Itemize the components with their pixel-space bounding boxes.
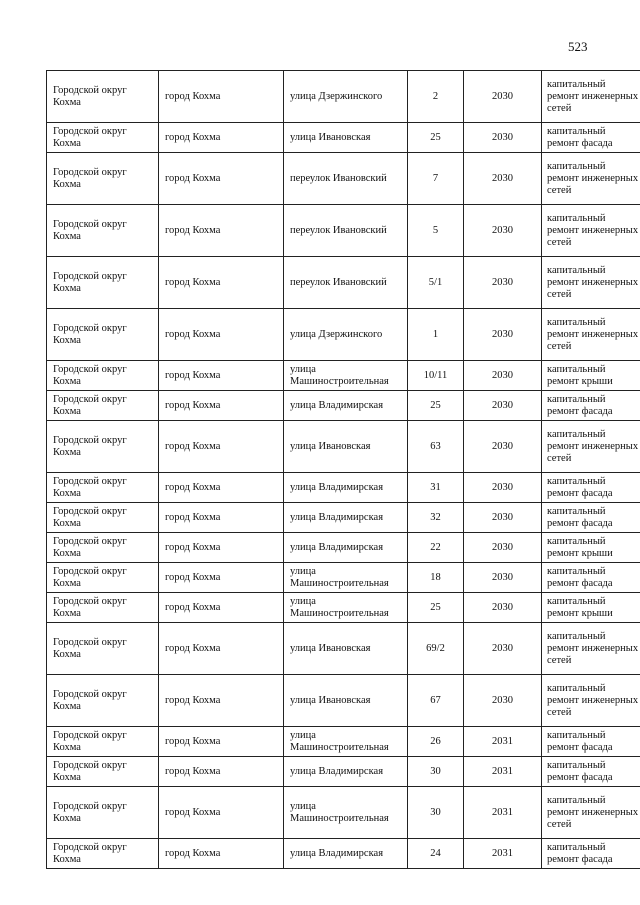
house-number-cell: 7 <box>408 153 464 205</box>
house-number-cell: 32 <box>408 503 464 533</box>
house-number-cell: 67 <box>408 675 464 727</box>
city-cell: город Кохма <box>159 123 284 153</box>
city-cell: город Кохма <box>159 593 284 623</box>
street-cell: улица Машиностроительная <box>284 563 408 593</box>
district-cell: Городской округ Кохма <box>47 309 159 361</box>
district-cell: Городской округ Кохма <box>47 593 159 623</box>
street-cell: переулок Ивановский <box>284 153 408 205</box>
year-cell: 2030 <box>464 563 542 593</box>
district-cell: Городской округ Кохма <box>47 421 159 473</box>
district-cell: Городской округ Кохма <box>47 123 159 153</box>
table-row <box>47 473 640 503</box>
house-number-cell: 69/2 <box>408 623 464 675</box>
house-number-cell: 30 <box>408 757 464 787</box>
year-cell: 2030 <box>464 593 542 623</box>
district-cell: Городской округ Кохма <box>47 71 159 123</box>
table-row <box>47 787 640 839</box>
street-cell: улица Ивановская <box>284 123 408 153</box>
year-cell: 2030 <box>464 421 542 473</box>
work-type-cell: капитальный ремонт фасада <box>542 123 640 153</box>
work-type-cell: капитальный ремонт фасада <box>542 391 640 421</box>
street-cell: улица Владимирская <box>284 839 408 869</box>
street-cell: улица Ивановская <box>284 421 408 473</box>
year-cell: 2031 <box>464 727 542 757</box>
street-cell: улица Дзержинского <box>284 71 408 123</box>
repair-schedule-table <box>46 70 640 869</box>
house-number-cell: 25 <box>408 593 464 623</box>
table-row <box>47 309 640 361</box>
street-cell: улица Дзержинского <box>284 309 408 361</box>
table-row <box>47 839 640 869</box>
table-row <box>47 757 640 787</box>
year-cell: 2030 <box>464 309 542 361</box>
table-row <box>47 153 640 205</box>
city-cell: город Кохма <box>159 787 284 839</box>
city-cell: город Кохма <box>159 473 284 503</box>
district-cell: Городской округ Кохма <box>47 787 159 839</box>
work-type-cell: капитальный ремонт крыши <box>542 361 640 391</box>
street-cell: улица Владимирская <box>284 503 408 533</box>
house-number-cell: 10/11 <box>408 361 464 391</box>
year-cell: 2030 <box>464 205 542 257</box>
work-type-cell: капитальный ремонт фасада <box>542 563 640 593</box>
house-number-cell: 5/1 <box>408 257 464 309</box>
year-cell: 2030 <box>464 623 542 675</box>
work-type-cell: капитальный ремонт фасада <box>542 503 640 533</box>
district-cell: Городской округ Кохма <box>47 623 159 675</box>
city-cell: город Кохма <box>159 623 284 675</box>
work-type-cell: капитальный ремонт инженерных сетей <box>542 623 640 675</box>
table-row <box>47 727 640 757</box>
table-row <box>47 71 640 123</box>
district-cell: Городской округ Кохма <box>47 675 159 727</box>
city-cell: город Кохма <box>159 757 284 787</box>
district-cell: Городской округ Кохма <box>47 391 159 421</box>
year-cell: 2031 <box>464 757 542 787</box>
year-cell: 2030 <box>464 675 542 727</box>
city-cell: город Кохма <box>159 361 284 391</box>
house-number-cell: 30 <box>408 787 464 839</box>
year-cell: 2030 <box>464 123 542 153</box>
street-cell: улица Машиностроительная <box>284 787 408 839</box>
district-cell: Городской округ Кохма <box>47 757 159 787</box>
city-cell: город Кохма <box>159 675 284 727</box>
work-type-cell: капитальный ремонт инженерных сетей <box>542 153 640 205</box>
district-cell: Городской округ Кохма <box>47 257 159 309</box>
district-cell: Городской округ Кохма <box>47 361 159 391</box>
year-cell: 2031 <box>464 787 542 839</box>
house-number-cell: 63 <box>408 421 464 473</box>
year-cell: 2030 <box>464 153 542 205</box>
house-number-cell: 25 <box>408 391 464 421</box>
city-cell: город Кохма <box>159 71 284 123</box>
house-number-cell: 1 <box>408 309 464 361</box>
year-cell: 2030 <box>464 257 542 309</box>
city-cell: город Кохма <box>159 727 284 757</box>
work-type-cell: капитальный ремонт крыши <box>542 593 640 623</box>
district-cell: Городской округ Кохма <box>47 503 159 533</box>
work-type-cell: капитальный ремонт инженерных сетей <box>542 257 640 309</box>
table-row <box>47 563 640 593</box>
city-cell: город Кохма <box>159 153 284 205</box>
year-cell: 2030 <box>464 533 542 563</box>
work-type-cell: капитальный ремонт инженерных сетей <box>542 421 640 473</box>
work-type-cell: капитальный ремонт инженерных сетей <box>542 675 640 727</box>
district-cell: Городской округ Кохма <box>47 839 159 869</box>
table-row <box>47 593 640 623</box>
house-number-cell: 24 <box>408 839 464 869</box>
street-cell: улица Владимирская <box>284 391 408 421</box>
table-row <box>47 421 640 473</box>
work-type-cell: капитальный ремонт инженерных сетей <box>542 787 640 839</box>
year-cell: 2030 <box>464 361 542 391</box>
street-cell: улица Ивановская <box>284 675 408 727</box>
street-cell: улица Ивановская <box>284 623 408 675</box>
house-number-cell: 25 <box>408 123 464 153</box>
city-cell: город Кохма <box>159 503 284 533</box>
house-number-cell: 22 <box>408 533 464 563</box>
city-cell: город Кохма <box>159 839 284 869</box>
city-cell: город Кохма <box>159 309 284 361</box>
table-row <box>47 257 640 309</box>
year-cell: 2031 <box>464 839 542 869</box>
table-row <box>47 675 640 727</box>
year-cell: 2030 <box>464 71 542 123</box>
work-type-cell: капитальный ремонт фасада <box>542 727 640 757</box>
table-row <box>47 503 640 533</box>
table-row <box>47 391 640 421</box>
street-cell: улица Владимирская <box>284 533 408 563</box>
district-cell: Городской округ Кохма <box>47 727 159 757</box>
page-number: 523 <box>568 39 588 54</box>
work-type-cell: капитальный ремонт инженерных сетей <box>542 205 640 257</box>
city-cell: город Кохма <box>159 421 284 473</box>
house-number-cell: 26 <box>408 727 464 757</box>
district-cell: Городской округ Кохма <box>47 563 159 593</box>
street-cell: улица Машиностроительная <box>284 593 408 623</box>
house-number-cell: 18 <box>408 563 464 593</box>
table-row <box>47 361 640 391</box>
street-cell: улица Машиностроительная <box>284 361 408 391</box>
street-cell: переулок Ивановский <box>284 205 408 257</box>
city-cell: город Кохма <box>159 391 284 421</box>
district-cell: Городской округ Кохма <box>47 473 159 503</box>
city-cell: город Кохма <box>159 205 284 257</box>
table-body <box>47 71 640 869</box>
city-cell: город Кохма <box>159 533 284 563</box>
house-number-cell: 31 <box>408 473 464 503</box>
work-type-cell: капитальный ремонт инженерных сетей <box>542 309 640 361</box>
table-row <box>47 533 640 563</box>
work-type-cell: капитальный ремонт фасада <box>542 473 640 503</box>
house-number-cell: 2 <box>408 71 464 123</box>
year-cell: 2030 <box>464 503 542 533</box>
street-cell: улица Владимирская <box>284 473 408 503</box>
district-cell: Городской округ Кохма <box>47 205 159 257</box>
district-cell: Городской округ Кохма <box>47 153 159 205</box>
street-cell: улица Владимирская <box>284 757 408 787</box>
work-type-cell: капитальный ремонт инженерных сетей <box>542 71 640 123</box>
house-number-cell: 5 <box>408 205 464 257</box>
work-type-cell: капитальный ремонт фасада <box>542 839 640 869</box>
work-type-cell: капитальный ремонт фасада <box>542 757 640 787</box>
table-row <box>47 205 640 257</box>
street-cell: переулок Ивановский <box>284 257 408 309</box>
city-cell: город Кохма <box>159 257 284 309</box>
city-cell: город Кохма <box>159 563 284 593</box>
work-type-cell: капитальный ремонт крыши <box>542 533 640 563</box>
table-row <box>47 123 640 153</box>
street-cell: улица Машиностроительная <box>284 727 408 757</box>
table-row <box>47 623 640 675</box>
year-cell: 2030 <box>464 473 542 503</box>
district-cell: Городской округ Кохма <box>47 533 159 563</box>
year-cell: 2030 <box>464 391 542 421</box>
